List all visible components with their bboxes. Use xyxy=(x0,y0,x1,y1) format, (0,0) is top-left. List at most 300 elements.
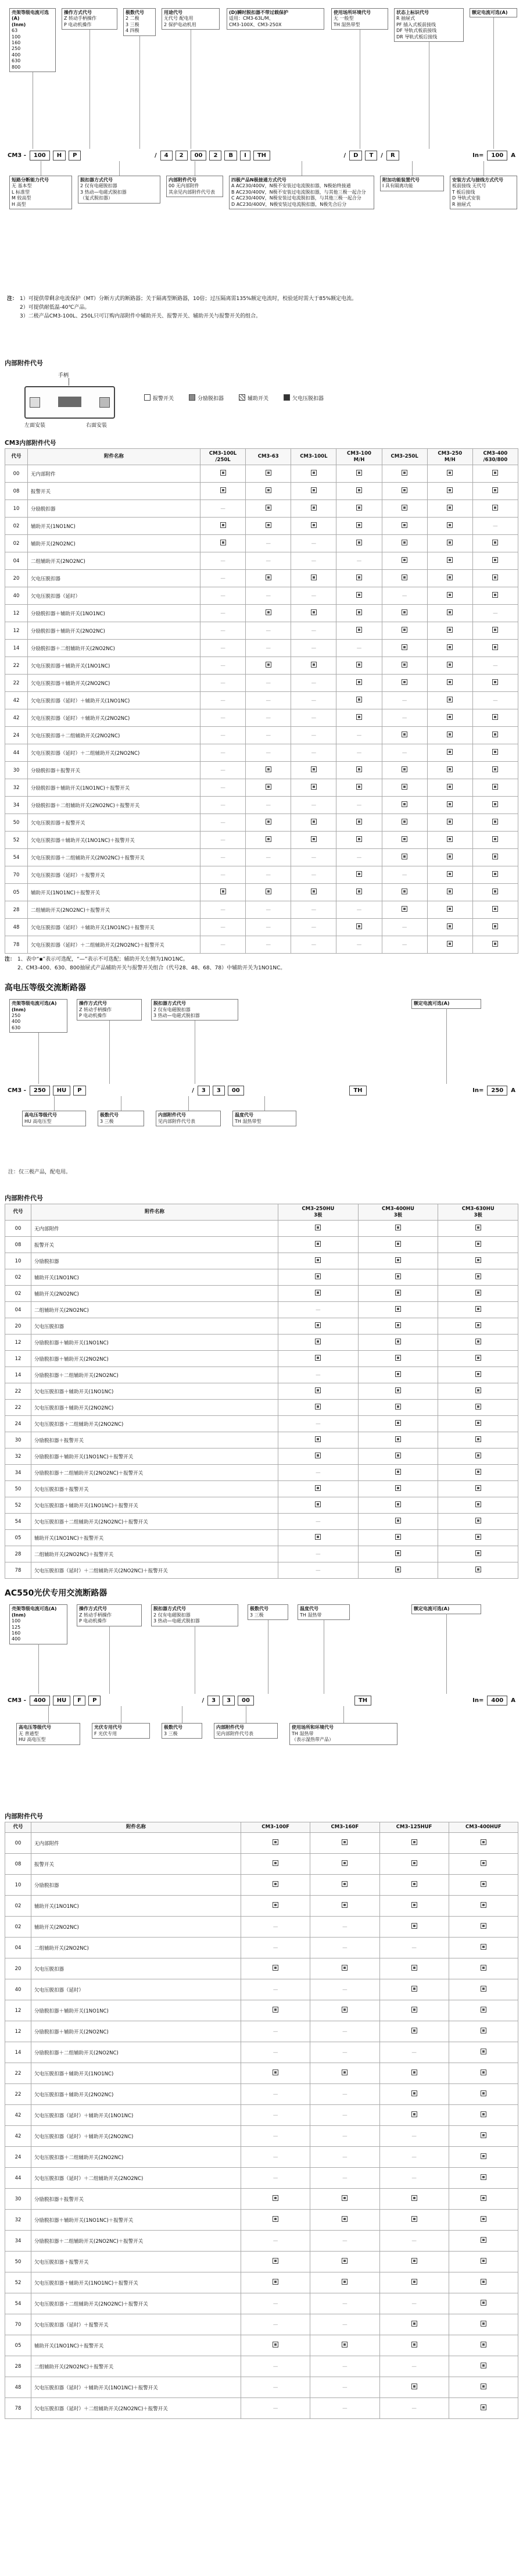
not-available-mark: — xyxy=(273,2238,278,2244)
availability-cell xyxy=(310,2356,379,2377)
availability-cell xyxy=(379,2314,449,2335)
availability-cell xyxy=(427,901,472,919)
available-mark-icon xyxy=(481,2049,486,2054)
availability-cell xyxy=(427,692,472,709)
not-available-mark: — xyxy=(220,645,225,651)
availability-cell xyxy=(246,762,291,779)
accessory-name: 二组辅助开关(2NO2NC) xyxy=(31,1938,241,1958)
available-mark-icon xyxy=(481,1902,486,1908)
availability-cell xyxy=(379,1875,449,1896)
cm3-accessory-table-wrap xyxy=(0,448,523,954)
code-segment: HU xyxy=(53,1086,71,1096)
not-available-mark: — xyxy=(273,2112,278,2118)
column-header: 附件名称 xyxy=(28,449,200,465)
accessory-code: 12 xyxy=(5,1335,31,1351)
availability-cell xyxy=(472,866,518,884)
availability-cell xyxy=(246,832,291,849)
accessory-code: 24 xyxy=(5,2147,31,2168)
option-line: D AC230/400V，N极安装过电流脱扣器，N极先合后分 xyxy=(231,201,347,207)
accessory-name: 欠电压脱扣器＋辅助开关(2NO2NC) xyxy=(28,675,200,692)
available-mark-icon xyxy=(356,714,362,720)
option-line: 2 仅有电磁脱扣器 xyxy=(80,183,117,189)
availability-cell xyxy=(427,552,472,570)
spec-box xyxy=(78,176,160,204)
accessory-name: 欠电压脱扣器（延时）＋辅助开关(2NO2NC) xyxy=(28,709,200,727)
accessory-code: 70 xyxy=(5,866,28,884)
not-available-mark: — xyxy=(311,907,317,913)
accessory-name: 辅助开关(1NO1NC)＋报警开关 xyxy=(31,2335,241,2356)
availability-cell xyxy=(278,1497,359,1514)
spec-box-title: 壳架等级电流可选(A) xyxy=(12,1606,57,1612)
available-mark-icon xyxy=(220,889,226,894)
availability-cell xyxy=(241,2021,310,2042)
available-mark-icon xyxy=(481,2384,486,2389)
not-available-mark: — xyxy=(220,872,225,878)
availability-cell xyxy=(241,1896,310,1917)
available-mark-icon xyxy=(475,1567,481,1572)
accessory-code: 28 xyxy=(5,1546,31,1562)
accessory-name: 欠电压脱扣器＋二组辅助开关(2NO2NC)＋报警开关 xyxy=(31,1514,278,1530)
table-row xyxy=(5,657,518,675)
option-line: 无 一般型 xyxy=(334,16,354,22)
availability-cell xyxy=(472,762,518,779)
available-mark-icon xyxy=(411,2090,417,2096)
legend-item xyxy=(144,394,174,402)
availability-cell xyxy=(382,797,427,814)
hv-note: 注：仅三极产品，配电用。 xyxy=(8,1169,71,1176)
spec-box-title: 用途代号 xyxy=(164,10,182,15)
table-row xyxy=(5,919,518,936)
availability-cell xyxy=(310,1938,379,1958)
not-available-mark: — xyxy=(311,872,317,878)
code-segment: / xyxy=(202,1697,205,1704)
accessory-name: 欠电压脱扣器＋辅助开关(1NO1NC) xyxy=(31,2063,241,2084)
spec-box-title: 脱扣器方式代号 xyxy=(153,1001,186,1007)
accessory-name: 报警开关 xyxy=(28,483,200,500)
not-available-mark: — xyxy=(342,2028,348,2035)
accessory-code: 12 xyxy=(5,2000,31,2021)
availability-cell xyxy=(427,797,472,814)
table-row xyxy=(5,779,518,797)
availability-cell xyxy=(472,901,518,919)
table-row xyxy=(5,500,518,518)
not-available-mark: — xyxy=(342,1945,348,1951)
option-line: Z 转动手柄操作 xyxy=(64,16,97,22)
availability-cell xyxy=(291,692,336,709)
table-row xyxy=(5,2042,518,2063)
availability-cell xyxy=(291,465,336,483)
not-available-mark: — xyxy=(342,2175,348,2181)
availability-cell xyxy=(291,483,336,500)
available-mark-icon xyxy=(395,1225,401,1230)
accessory-code: 08 xyxy=(5,1237,31,1253)
option-line: 400 xyxy=(12,1019,21,1025)
connector-line xyxy=(109,1626,110,1694)
availability-cell xyxy=(358,1351,438,1367)
available-mark-icon xyxy=(447,557,453,563)
available-mark-icon xyxy=(447,592,453,598)
availability-cell xyxy=(472,657,518,675)
legend-label: 辅助开关 xyxy=(248,396,269,402)
accessory-code: 22 xyxy=(5,2063,31,2084)
code-segment: 2 xyxy=(175,151,188,160)
availability-cell xyxy=(241,2063,310,2084)
availability-cell xyxy=(379,2252,449,2272)
accessory-name: 欠电压脱扣器（延时）＋报警开关 xyxy=(28,866,200,884)
table-row xyxy=(5,849,518,866)
accessory-diagram xyxy=(5,369,518,434)
not-available-mark: — xyxy=(266,645,271,651)
table-row xyxy=(5,1497,518,1514)
available-mark-icon xyxy=(395,1518,401,1524)
accessory-code: 54 xyxy=(5,849,28,866)
available-mark-icon xyxy=(356,575,362,580)
accessory-name: 二组辅助开关(2NO2NC)＋报警开关 xyxy=(28,901,200,919)
available-mark-icon xyxy=(266,522,271,528)
not-available-mark: — xyxy=(311,941,317,948)
availability-cell xyxy=(438,1237,518,1253)
available-mark-icon xyxy=(481,2195,486,2201)
available-mark-icon xyxy=(447,487,453,493)
availability-cell xyxy=(472,570,518,587)
availability-cell xyxy=(382,814,427,832)
accessory-code: 22 xyxy=(5,2084,31,2105)
availability-cell xyxy=(310,2335,379,2356)
table-row xyxy=(5,483,518,500)
accessory-code: 28 xyxy=(5,901,28,919)
availability-cell xyxy=(246,919,291,936)
availability-cell xyxy=(200,884,246,901)
availability-cell xyxy=(310,2000,379,2021)
option-line: I 具有隔离功能 xyxy=(382,183,413,189)
table-row xyxy=(5,1833,518,1854)
available-mark-icon xyxy=(481,2321,486,2327)
spec-box-title: 脱扣器方式代号 xyxy=(153,1606,186,1612)
spec-box-title: 使用场所和环境代号 xyxy=(292,1725,334,1731)
availability-cell xyxy=(336,622,382,640)
availability-cell xyxy=(310,2252,379,2272)
column-header: 附件名称 xyxy=(31,1822,241,1833)
available-mark-icon xyxy=(481,2028,486,2033)
right-mount-label: 右面安装 xyxy=(86,423,108,429)
table-row xyxy=(5,1253,518,1269)
availability-cell xyxy=(438,1497,518,1514)
availability-cell xyxy=(241,2168,310,2189)
not-available-mark: — xyxy=(342,1924,348,1930)
availability-cell xyxy=(427,762,472,779)
alarm-switch-icon xyxy=(144,394,151,401)
model-code-row xyxy=(7,1084,516,1097)
availability-cell xyxy=(291,535,336,552)
table-row xyxy=(5,1448,518,1465)
available-mark-icon xyxy=(311,470,317,476)
available-mark-icon xyxy=(402,575,407,580)
ordering-diagram-pv xyxy=(5,1601,518,1806)
spec-box xyxy=(62,8,117,30)
available-mark-icon xyxy=(411,2384,417,2389)
available-mark-icon xyxy=(492,749,498,755)
accessory-code: 22 xyxy=(5,1383,31,1400)
availability-cell xyxy=(336,518,382,535)
availability-cell xyxy=(449,1854,518,1875)
availability-cell xyxy=(358,1530,438,1546)
availability-cell xyxy=(291,500,336,518)
column-header: CM3-100 M/H xyxy=(336,449,382,465)
available-mark-icon xyxy=(395,1387,401,1393)
not-available-mark: — xyxy=(311,680,317,686)
not-available-mark: — xyxy=(273,2363,278,2370)
spec-box-title: 附加功能装置代号 xyxy=(382,177,420,183)
column-header: CM3-160F xyxy=(310,1822,379,1833)
accessory-code: 54 xyxy=(5,1514,31,1530)
availability-cell xyxy=(449,1833,518,1854)
available-mark-icon xyxy=(266,609,271,615)
available-mark-icon xyxy=(395,1355,401,1361)
spec-box-title: 操作方式代号 xyxy=(79,1001,107,1007)
spec-box xyxy=(162,8,220,30)
legend-item xyxy=(284,394,324,402)
table-row xyxy=(5,1896,518,1917)
option-line: 3 热动—电磁式脱扣器 xyxy=(80,189,127,195)
availability-cell xyxy=(382,709,427,727)
table-row xyxy=(5,535,518,552)
available-mark-icon xyxy=(481,1986,486,1992)
available-mark-icon xyxy=(315,1290,321,1296)
spec-box xyxy=(77,999,142,1021)
accessory-name: 欠电压脱扣器＋二组辅助开关(2NO2NC)＋报警开关 xyxy=(28,849,200,866)
option-line: 125 xyxy=(12,1624,21,1630)
spec-box-title: 状态上标识代号 xyxy=(396,10,429,15)
option-line: R 抽屉式 xyxy=(396,16,415,22)
not-available-mark: — xyxy=(342,2405,348,2411)
availability-cell xyxy=(200,535,246,552)
available-mark-icon xyxy=(395,1567,401,1572)
availability-cell xyxy=(379,2147,449,2168)
accessory-code: 22 xyxy=(5,675,28,692)
availability-cell xyxy=(382,936,427,954)
table-row xyxy=(5,2021,518,2042)
legend-label: 报警开关 xyxy=(153,396,174,402)
accessory-code: 44 xyxy=(5,2168,31,2189)
availability-cell xyxy=(379,2042,449,2063)
table-row xyxy=(5,518,518,535)
pv-accessory-table-wrap xyxy=(0,1822,523,2419)
table-row xyxy=(5,1237,518,1253)
available-mark-icon xyxy=(447,575,453,580)
spec-box-title: 四极产品N极接通方式代号 xyxy=(231,177,286,183)
option-line: 100 xyxy=(12,34,21,40)
availability-cell xyxy=(241,2356,310,2377)
not-available-mark: — xyxy=(342,2133,348,2139)
accessory-code: 05 xyxy=(5,2335,31,2356)
spec-box xyxy=(411,1604,481,1614)
available-mark-icon xyxy=(492,906,498,912)
code-segment: 400 xyxy=(30,1696,50,1706)
availability-cell xyxy=(427,518,472,535)
availability-cell xyxy=(379,1854,449,1875)
option-line: 800 xyxy=(12,64,21,70)
code-segment: A xyxy=(511,152,515,159)
code-segment: / xyxy=(192,1087,194,1094)
code-segment: 00 xyxy=(191,151,207,160)
table-row xyxy=(5,1875,518,1896)
availability-cell xyxy=(358,1302,438,1318)
connector-line xyxy=(446,1614,447,1694)
available-mark-icon xyxy=(411,2342,417,2347)
accessory-code: 70 xyxy=(5,2314,31,2335)
table-row xyxy=(5,814,518,832)
column-header: CM3-400HUF xyxy=(449,1822,518,1833)
code-segment: In= xyxy=(472,152,484,159)
availability-cell xyxy=(200,866,246,884)
availability-cell xyxy=(310,2293,379,2314)
available-mark-icon xyxy=(395,1241,401,1247)
availability-cell xyxy=(427,483,472,500)
availability-cell xyxy=(200,727,246,744)
option-line: R 抽屉式 xyxy=(452,201,471,207)
accessory-code: 02 xyxy=(5,1917,31,1938)
available-mark-icon xyxy=(447,906,453,912)
not-available-mark: — xyxy=(220,907,225,913)
availability-cell xyxy=(427,866,472,884)
spec-box-title: 温度代号 xyxy=(235,1112,253,1118)
table-row xyxy=(5,1302,518,1318)
availability-cell xyxy=(382,640,427,657)
availability-cell xyxy=(291,797,336,814)
available-mark-icon xyxy=(395,1534,401,1540)
availability-cell xyxy=(278,1253,359,1269)
availability-cell xyxy=(336,570,382,587)
availability-cell xyxy=(449,2168,518,2189)
availability-cell xyxy=(200,919,246,936)
available-mark-icon xyxy=(356,679,362,685)
availability-cell xyxy=(200,797,246,814)
table-row xyxy=(5,2126,518,2147)
availability-cell xyxy=(382,657,427,675)
availability-cell xyxy=(449,2105,518,2126)
table-row xyxy=(5,1351,518,1367)
not-available-mark: — xyxy=(411,2300,417,2307)
available-mark-icon xyxy=(356,819,362,825)
available-mark-icon xyxy=(315,1534,321,1540)
option-line: 适用：CM3-63L/M、 xyxy=(229,16,274,22)
availability-cell xyxy=(449,2314,518,2335)
not-available-mark: — xyxy=(342,2384,348,2391)
available-mark-icon xyxy=(356,766,362,772)
availability-cell xyxy=(379,2000,449,2021)
spec-box xyxy=(166,176,223,197)
spec-box xyxy=(411,999,481,1008)
available-mark-icon xyxy=(481,2342,486,2347)
not-available-mark: — xyxy=(342,2300,348,2307)
availability-cell xyxy=(472,849,518,866)
availability-cell xyxy=(246,500,291,518)
accessory-code: 42 xyxy=(5,2105,31,2126)
availability-cell xyxy=(291,814,336,832)
spec-box xyxy=(22,1111,86,1126)
legend-item xyxy=(239,394,268,402)
spec-box xyxy=(394,8,464,42)
table-row xyxy=(5,1481,518,1497)
availability-cell xyxy=(379,2126,449,2147)
availability-cell xyxy=(382,535,427,552)
available-mark-icon xyxy=(342,1881,348,1887)
available-mark-icon xyxy=(481,2070,486,2075)
available-mark-icon xyxy=(402,644,407,650)
available-mark-icon xyxy=(447,819,453,825)
availability-cell xyxy=(246,901,291,919)
accessory-name: 分励脱扣器＋报警开关 xyxy=(31,1432,278,1448)
available-mark-icon xyxy=(411,2279,417,2285)
availability-cell xyxy=(358,1465,438,1481)
option-line: 3 三极 xyxy=(100,1118,114,1124)
accessory-name: 辅助开关(1NO1NC) xyxy=(28,518,200,535)
availability-cell xyxy=(246,657,291,675)
availability-cell xyxy=(336,797,382,814)
accessory-code: 52 xyxy=(5,1497,31,1514)
availability-cell xyxy=(449,2335,518,2356)
spec-box-title: 极数代号 xyxy=(126,10,144,15)
option-line: PF 插入式板前接线 xyxy=(396,22,436,27)
accessory-code: 08 xyxy=(5,483,28,500)
availability-cell xyxy=(291,640,336,657)
column-header: CM3-63 xyxy=(246,449,291,465)
not-available-mark: — xyxy=(402,750,407,756)
spec-box xyxy=(380,176,444,191)
accessory-name: 分励脱扣器＋二组辅助开关(2NO2NC) xyxy=(28,640,200,657)
availability-cell xyxy=(379,2168,449,2189)
option-line: 2 仅有电磁脱扣器 xyxy=(153,1007,191,1012)
available-mark-icon xyxy=(395,1404,401,1410)
not-available-mark: — xyxy=(411,2238,417,2244)
accessory-name: 辅助开关(1NO1NC) xyxy=(31,1896,241,1917)
table-row xyxy=(5,744,518,762)
available-mark-icon xyxy=(447,662,453,668)
option-line: TH 湿热带型 xyxy=(235,1118,262,1124)
not-available-mark: — xyxy=(266,802,271,808)
connector-line xyxy=(446,1008,447,1084)
table-row xyxy=(5,1318,518,1335)
available-mark-icon xyxy=(356,609,362,615)
code-segment: F xyxy=(73,1696,85,1706)
available-mark-icon xyxy=(342,2007,348,2013)
availability-cell xyxy=(382,465,427,483)
accessory-code: 28 xyxy=(5,2356,31,2377)
not-available-mark: — xyxy=(266,715,271,721)
availability-cell xyxy=(382,675,427,692)
code-segment: I xyxy=(240,151,250,160)
available-mark-icon xyxy=(395,1501,401,1507)
accessory-code: 24 xyxy=(5,727,28,744)
availability-cell xyxy=(358,1318,438,1335)
table-row xyxy=(5,1400,518,1416)
available-mark-icon xyxy=(411,2216,417,2222)
availability-cell xyxy=(382,622,427,640)
availability-cell xyxy=(358,1497,438,1514)
not-available-mark: — xyxy=(273,2091,278,2097)
availability-cell xyxy=(449,2398,518,2419)
spec-box-title: 安装方式与接线方式代号 xyxy=(452,177,503,183)
code-segment: T xyxy=(365,151,377,160)
connector-line xyxy=(483,161,484,176)
accessory-code: 42 xyxy=(5,692,28,709)
availability-cell xyxy=(278,1481,359,1497)
option-line: F 光伏专用 xyxy=(94,1731,117,1736)
available-mark-icon xyxy=(220,487,226,493)
accessory-code: 40 xyxy=(5,587,28,605)
availability-cell xyxy=(310,1979,379,2000)
availability-cell xyxy=(472,587,518,605)
